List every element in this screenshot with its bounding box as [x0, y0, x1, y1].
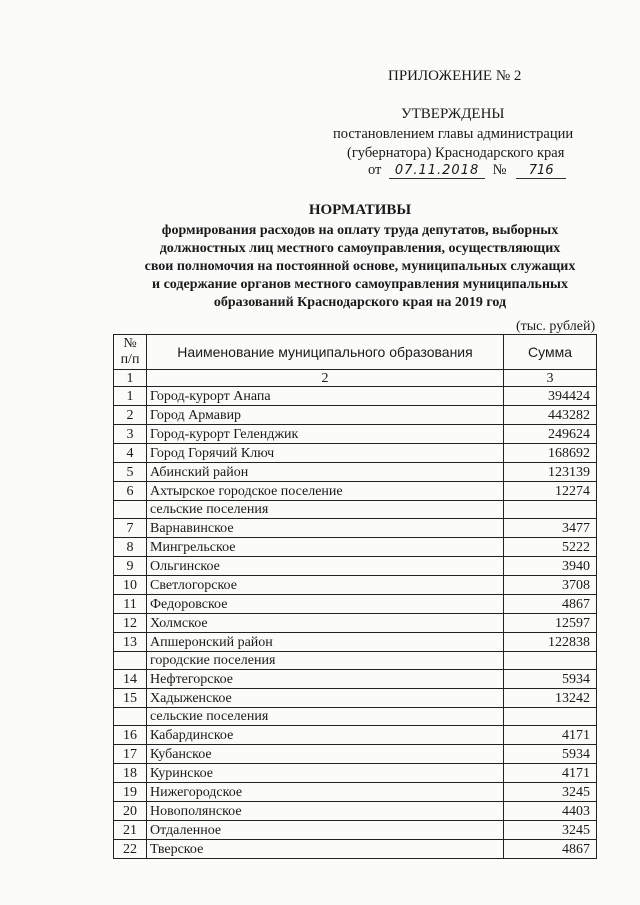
table-index-row	[114, 370, 597, 387]
decree-line-2: (губернатора) Краснодарского края	[347, 145, 565, 161]
table-row	[114, 802, 597, 821]
subtitle-line: должностных лиц местного самоуправления, осуществляющих	[159, 241, 561, 256]
row-sum: 12597	[504, 614, 597, 633]
document-subtitle	[100, 222, 620, 312]
table-row	[114, 783, 597, 802]
row-name: Холмское	[147, 614, 504, 633]
header-number: № п/п	[114, 335, 147, 370]
approved-label: УТВЕРЖДЕНЫ	[401, 106, 505, 122]
row-sum: 5934	[504, 670, 597, 689]
row-sum: 5222	[504, 538, 597, 557]
index-cell: 3	[504, 370, 597, 387]
table-row	[114, 463, 597, 482]
row-sum: 3940	[504, 557, 597, 576]
table-row	[114, 501, 597, 519]
row-number: 5	[114, 463, 147, 482]
row-number: 19	[114, 783, 147, 802]
table-row	[114, 519, 597, 538]
row-number: 10	[114, 576, 147, 595]
row-number: 13	[114, 633, 147, 652]
row-name: Абинский район	[147, 463, 504, 482]
row-sum: 4867	[504, 595, 597, 614]
units-label: (тыс. рублей)	[516, 319, 596, 334]
row-sum: 4171	[504, 764, 597, 783]
table-row	[114, 557, 597, 576]
row-name: городские поселения	[147, 652, 504, 670]
row-name: Тверское	[147, 840, 504, 859]
row-sum: 5934	[504, 745, 597, 764]
row-name: Варнавинское	[147, 519, 504, 538]
decree-date-line	[368, 162, 566, 179]
row-number: 1	[114, 387, 147, 406]
row-sum	[504, 652, 597, 670]
row-number: 2	[114, 406, 147, 425]
row-number	[114, 501, 147, 519]
row-name: Апшеронский район	[147, 633, 504, 652]
row-number: 17	[114, 745, 147, 764]
row-name: Город-курорт Геленджик	[147, 425, 504, 444]
row-name: Светлогорское	[147, 576, 504, 595]
subtitle-line: свои полномочия на постоянной основе, муниципальных служащих	[144, 259, 576, 274]
header-name: Наименование муниципального образования	[147, 335, 504, 370]
row-name: Отдаленное	[147, 821, 504, 840]
row-sum: 394424	[504, 387, 597, 406]
table-row	[114, 708, 597, 726]
row-number: 15	[114, 689, 147, 708]
decree-line-1: постановлением главы администрации	[333, 126, 574, 142]
row-name: Федоровское	[147, 595, 504, 614]
row-name: Нижегородское	[147, 783, 504, 802]
row-name: Город Армавир	[147, 406, 504, 425]
row-sum: 4403	[504, 802, 597, 821]
subtitle-line: образований Краснодарского края на 2019 год	[213, 295, 507, 310]
table-row	[114, 726, 597, 745]
subtitle-line: и содержание органов местного самоуправления муниципальных	[152, 277, 568, 292]
row-name: Ахтырское городское поселение	[147, 482, 504, 501]
date-prefix: от	[368, 162, 382, 178]
row-sum: 3245	[504, 783, 597, 802]
row-number: 6	[114, 482, 147, 501]
table-row	[114, 614, 597, 633]
handwritten-date: 07.11.2018	[389, 163, 485, 179]
row-sum: 249624	[504, 425, 597, 444]
annex-label: ПРИЛОЖЕНИЕ № 2	[388, 68, 522, 84]
row-number: 18	[114, 764, 147, 783]
row-sum	[504, 501, 597, 519]
table-row	[114, 821, 597, 840]
row-number: 16	[114, 726, 147, 745]
row-name: Ольгинское	[147, 557, 504, 576]
row-number: 22	[114, 840, 147, 859]
row-name: Куринское	[147, 764, 504, 783]
row-sum: 4867	[504, 840, 597, 859]
table-row	[114, 689, 597, 708]
row-number: 7	[114, 519, 147, 538]
row-name: Хадыженское	[147, 689, 504, 708]
row-name: сельские поселения	[147, 708, 504, 726]
row-number: 8	[114, 538, 147, 557]
table-header-row	[114, 335, 597, 370]
table-row	[114, 425, 597, 444]
row-number: 20	[114, 802, 147, 821]
table-row	[114, 652, 597, 670]
row-name: Новополянское	[147, 802, 504, 821]
row-sum: 13242	[504, 689, 597, 708]
row-sum: 4171	[504, 726, 597, 745]
row-name: Кабардинское	[147, 726, 504, 745]
index-cell: 1	[114, 370, 147, 387]
table-row	[114, 670, 597, 689]
row-number: 4	[114, 444, 147, 463]
row-number: 9	[114, 557, 147, 576]
row-name: сельские поселения	[147, 501, 504, 519]
row-number: 12	[114, 614, 147, 633]
number-prefix: №	[492, 162, 507, 178]
row-number: 21	[114, 821, 147, 840]
table-row	[114, 745, 597, 764]
row-sum: 3245	[504, 821, 597, 840]
table-row	[114, 633, 597, 652]
handwritten-number: 716	[516, 163, 566, 179]
row-name: Мингрельское	[147, 538, 504, 557]
index-cell: 2	[147, 370, 504, 387]
table-row	[114, 840, 597, 859]
table-row	[114, 576, 597, 595]
row-sum: 443282	[504, 406, 597, 425]
row-name: Город-курорт Анапа	[147, 387, 504, 406]
row-sum: 123139	[504, 463, 597, 482]
row-sum: 122838	[504, 633, 597, 652]
table-row	[114, 595, 597, 614]
row-name: Город Горячий Ключ	[147, 444, 504, 463]
row-name: Нефтегорское	[147, 670, 504, 689]
row-sum: 3477	[504, 519, 597, 538]
row-number: 3	[114, 425, 147, 444]
row-number: 14	[114, 670, 147, 689]
table-row	[114, 387, 597, 406]
row-name: Кубанское	[147, 745, 504, 764]
row-sum: 3708	[504, 576, 597, 595]
norms-table	[113, 334, 597, 859]
row-number: 11	[114, 595, 147, 614]
table-row	[114, 764, 597, 783]
subtitle-line: формирования расходов на оплату труда депутатов, выборных	[161, 223, 559, 238]
header-sum: Сумма	[504, 335, 597, 370]
row-sum: 168692	[504, 444, 597, 463]
table-row	[114, 538, 597, 557]
table-row	[114, 482, 597, 501]
row-number	[114, 708, 147, 726]
row-sum	[504, 708, 597, 726]
table-body	[114, 387, 597, 859]
row-number	[114, 652, 147, 670]
table-row	[114, 444, 597, 463]
table-row	[114, 406, 597, 425]
row-sum: 12274	[504, 482, 597, 501]
document-title: НОРМАТИВЫ	[308, 202, 412, 218]
